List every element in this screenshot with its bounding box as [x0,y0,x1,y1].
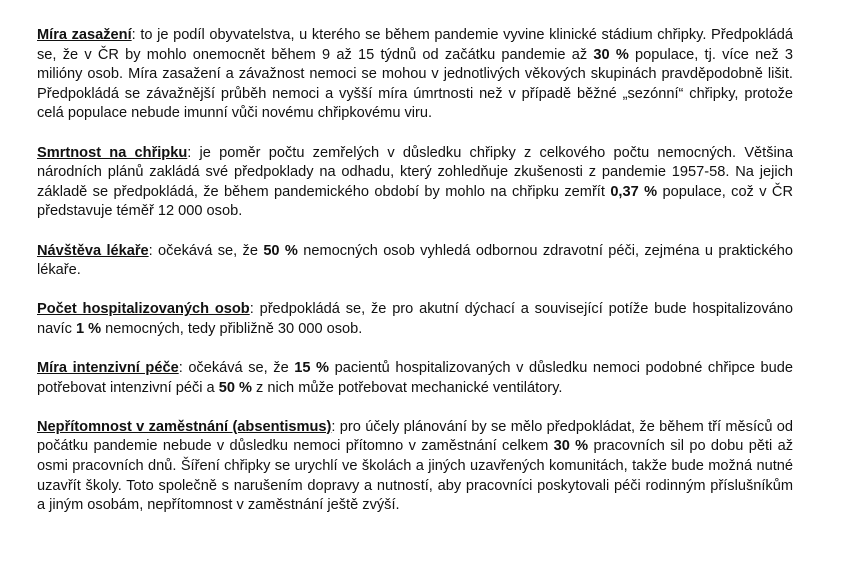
term-smrtnost: Smrtnost na chřipku [37,144,188,161]
paragraph-text: pracovních sil po dobu pěti až osmi pracovních dnů. Šíření chřipky se urychlí ve školách a jiných uzavřených komunitách, takže bude možná nutné uzavřít školy. Toto společně s narušením dopravy a nutností, aby pracovníci poskytovali péči rodinným příslušníkům a jiným osobám, nepřítomnost v zaměstnání ještě zvýší. [37,438,793,514]
paragraph-text: : očekává se, že [148,242,264,259]
paragraph-text: : je poměr počtu zemřelých v důsledku chřipky z celkového počtu nemocných. Většina národních plánů zakládá své předpoklady na odhadu, který zohledňuje zkušenosti z pandemie 1957-58. Na jejich základě se předpokládá, že během pandemického období by mohlo na chřipku zemřít [37,144,794,200]
paragraph-text: : to je podíl obyvatelstva, u kterého se během pandemie vyvine klinické stádium chřipky. Předpokládá se, že v ČR by mohlo onemocnět během 9 až 15 týdnů od začátku pandemie až [37,27,793,63]
highlight-value: 0,37 % [610,183,658,200]
paragraph-intenzivni-pece [37,359,793,398]
term-navsteva-lekare: Návštěva lékaře [37,242,149,259]
term-intenzivni-pece: Míra intenzivní péče [37,360,179,377]
paragraph-absentismus [37,418,793,516]
paragraph-text: : pro účely plánování by se mělo předpokládat, že během tří měsíců od počátku pandemie nebude v důsledku nemoci přítomno v zaměstnání celkem [37,418,794,455]
paragraph-navsteva-lekare [37,242,793,281]
highlight-value: 30 % [553,438,589,455]
term-absentismus: Nepřítomnost v zaměstnání (absentismus) [37,418,332,435]
paragraph-text: populace, což v ČR představuje téměř 12 000 osob. [37,183,793,220]
term-hospitalizace: Počet hospitalizovaných osob [37,301,250,318]
highlight-value: 30 % [593,46,629,63]
highlight-value: 50 % [263,242,298,259]
term-mira-zasazeni: Míra zasažení [37,27,132,43]
paragraph-text: pacientů hospitalizovaných v důsledku nemoci podobné chřipce bude potřebovat intenzivní péči a [37,360,793,396]
paragraph-text: populace, tj. více než 3 milióny osob. Míra zasažení a závažnost nemoci se mohou v jednotlivých věkových skupinách pravděpodobně lišit. Předpokládá se závažnější průběh nemoci a vyšší míra úmrtnosti než v případě běžné „sezónní“ chřipky, protože celá populace nebude imunní vůči novému chřipkovému viru. [37,46,793,122]
paragraph-mira-zasazeni [37,26,793,124]
document-page [37,26,793,535]
paragraph-smrtnost [37,144,793,222]
paragraph-text: nemocných, tedy přibližně 30 000 osob. [101,320,363,337]
paragraph-text: : předpokládá se, že pro akutní dýchací a související potíže bude hospitalizováno navíc [37,301,794,337]
highlight-value: 50 % [218,379,252,396]
paragraph-text: nemocných osob vyhledá odbornou zdravotní péči, zejména u praktického lékaře. [37,242,793,279]
paragraph-hospitalizace [37,300,793,339]
paragraph-text: z nich může potřebovat mechanické ventilátory. [252,379,563,396]
highlight-value: 1 % [75,320,102,337]
highlight-value: 15 % [294,360,330,377]
paragraph-text: : očekává se, že [178,360,295,377]
